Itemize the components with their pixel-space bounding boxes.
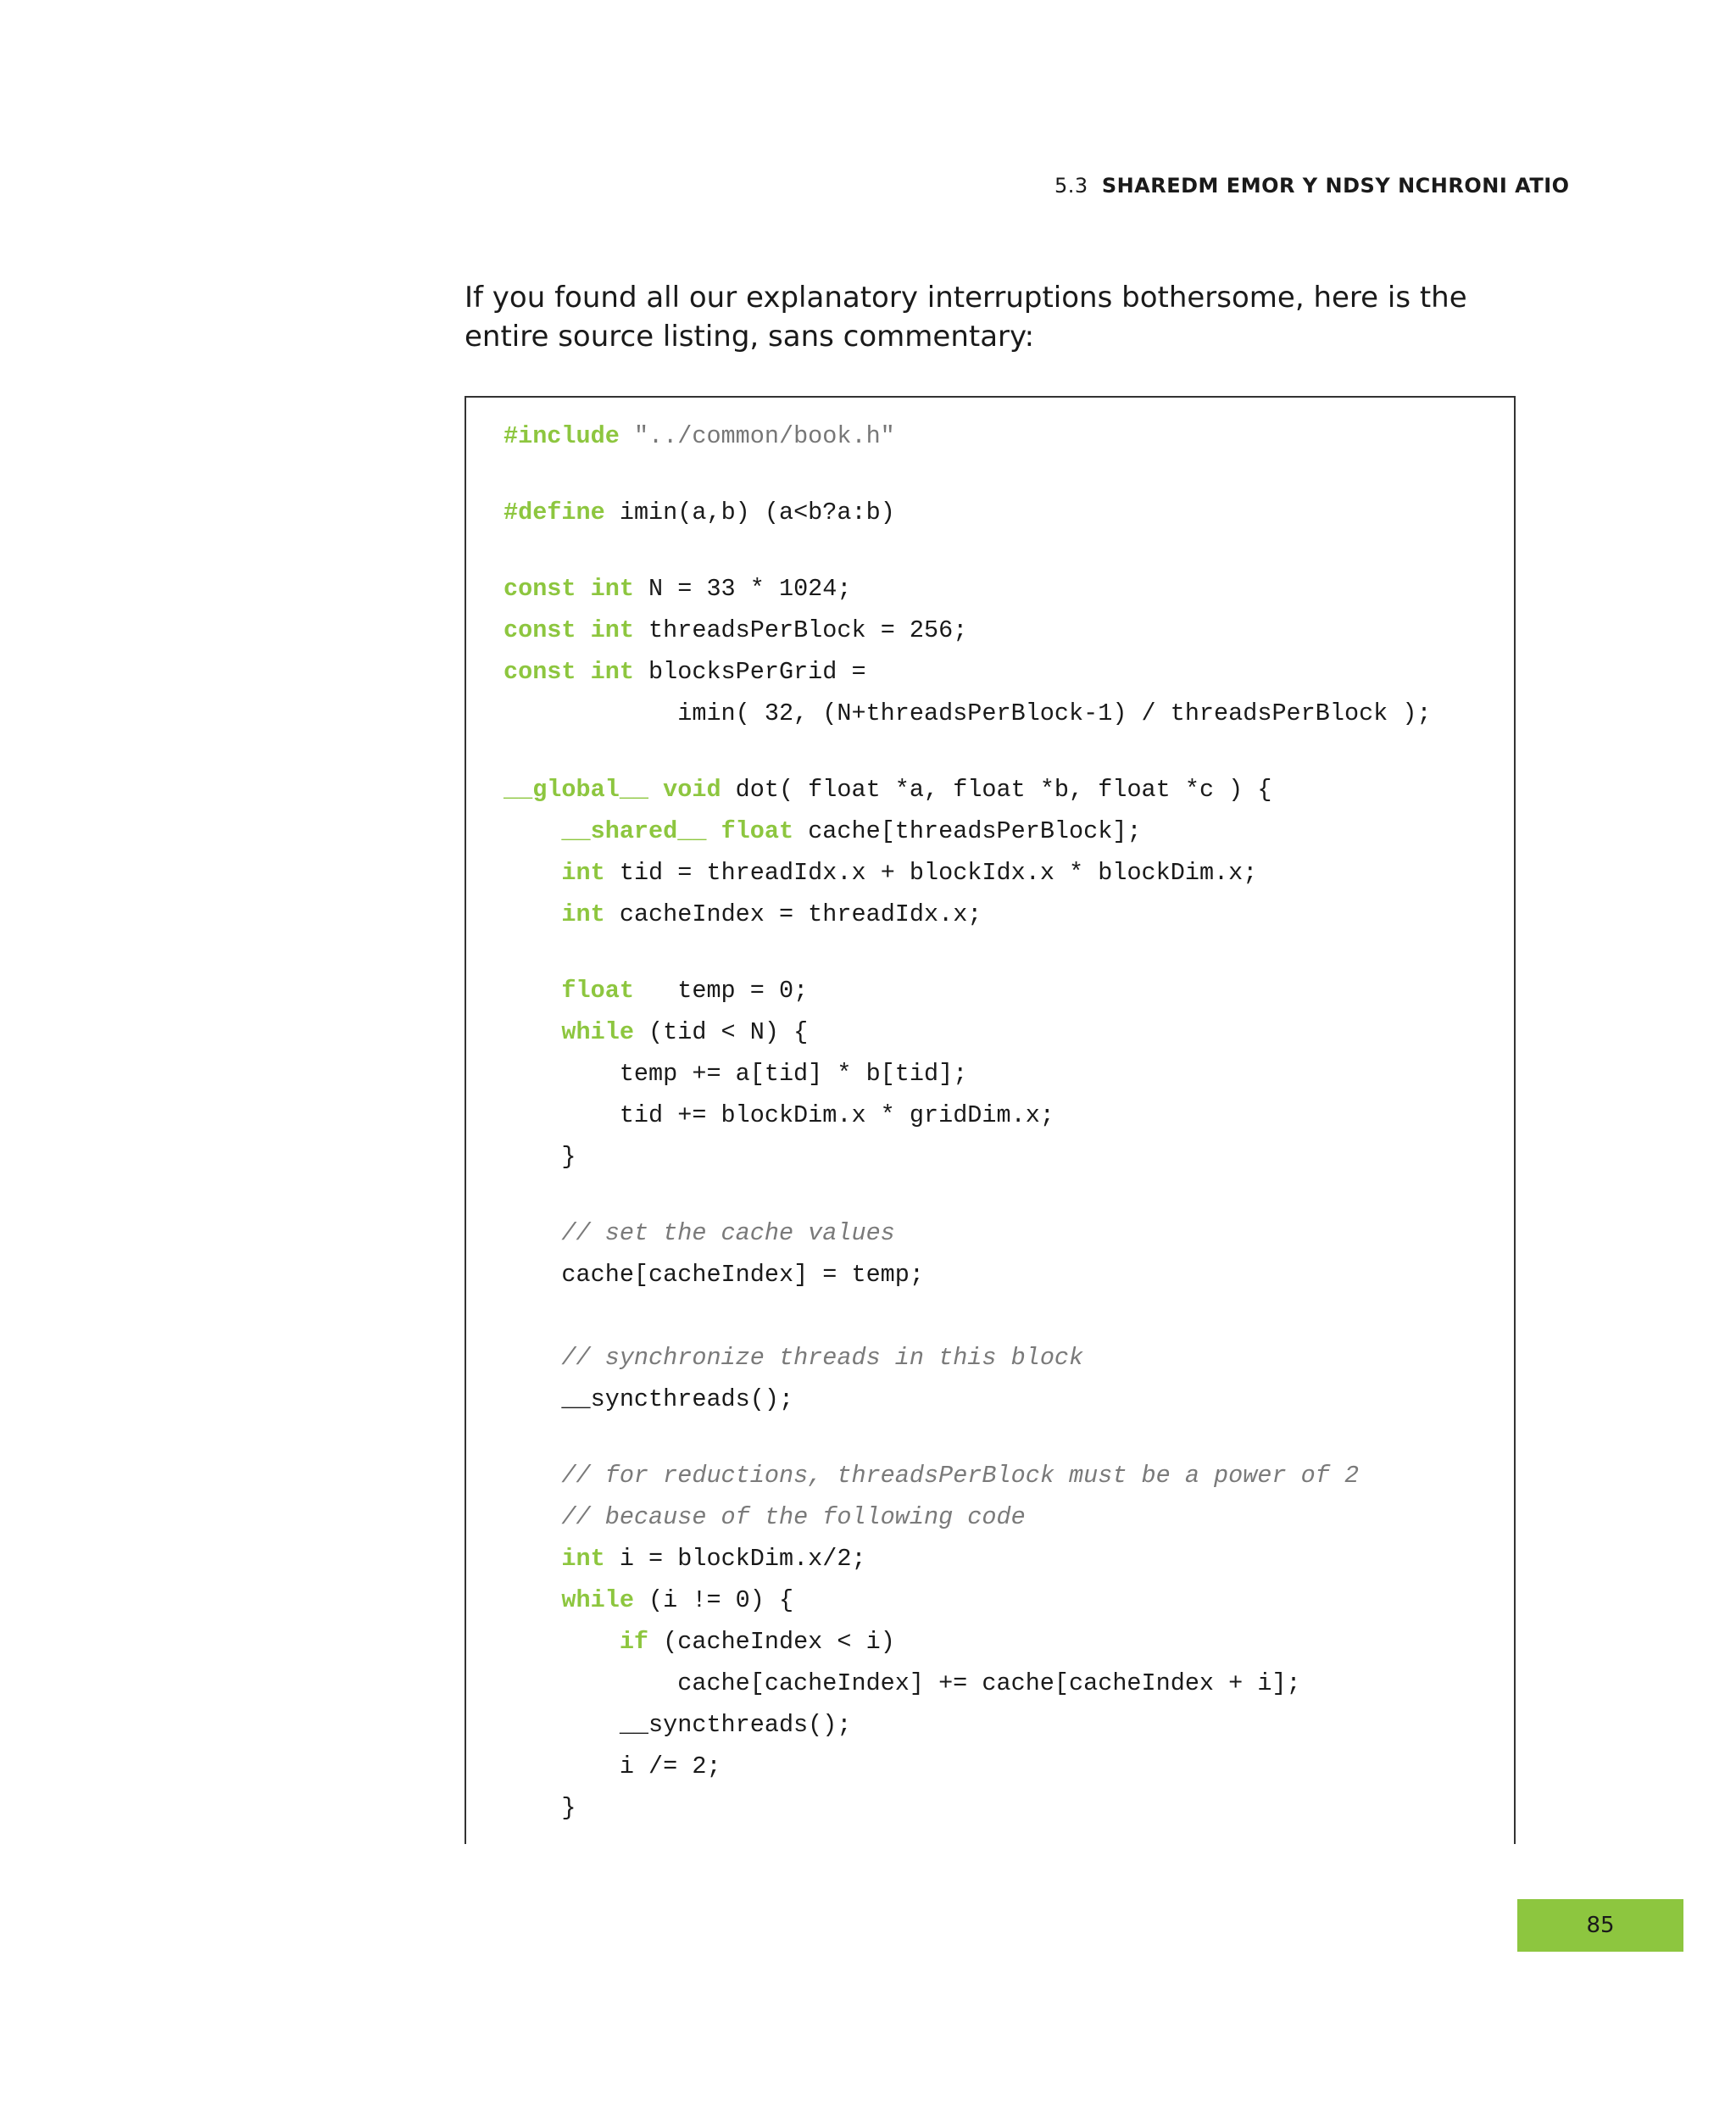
code-string: "../common/book.h" [633, 422, 895, 450]
code-text: temp += a[tid] * b[tid]; [619, 1060, 968, 1088]
code-line [504, 1053, 1432, 1095]
code-keyword: #include [504, 422, 620, 450]
code-line [504, 1212, 1432, 1254]
code-text: (tid < N) { [648, 1018, 809, 1046]
section-title: SHAREDM EMOR Y NDSY NCHRONI ATIO [1101, 174, 1570, 198]
code-line [504, 811, 1432, 852]
code-line [504, 1580, 1432, 1621]
code-keyword: if [619, 1628, 649, 1656]
intro-paragraph: If you found all our explanatory interruptions bothersome, here is the entire source listing, sans commentary: [465, 281, 1467, 354]
code-line [504, 1538, 1432, 1580]
code-keyword: const int [504, 658, 634, 686]
code-text: N = 33 * 1024; [648, 575, 852, 603]
code-keyword: float [721, 817, 794, 845]
code-line [504, 1787, 1432, 1829]
code-comment: // for reductions, threadsPerBlock must be a power of 2 [561, 1462, 1360, 1490]
code-text: __syncthreads(); [561, 1385, 794, 1413]
code-text: imin( 32, (N+threadsPerBlock-1) / threadsPerBlock ); [677, 699, 1432, 727]
code-line [504, 1746, 1432, 1787]
code-line [504, 1704, 1432, 1746]
code-text: i /= 2; [619, 1752, 721, 1780]
code-text: dot( float *a, float *b, float *c ) { [735, 776, 1272, 804]
running-head [1054, 174, 1570, 198]
code-line [504, 1455, 1432, 1496]
code-keyword: __shared__ [561, 817, 707, 845]
code-line [504, 651, 1432, 693]
code-line [504, 415, 1432, 457]
code-keyword: float [561, 977, 634, 1005]
code-text: __syncthreads(); [619, 1711, 852, 1739]
code-comment: // because of the following code [561, 1503, 1026, 1531]
code-line [504, 1337, 1432, 1379]
code-text: tid = threadIdx.x + blockIdx.x * blockDim.x; [619, 859, 1258, 887]
code-line [504, 1136, 1432, 1178]
code-line [504, 852, 1432, 894]
section-number: 5.3 [1054, 174, 1088, 198]
code-text: cache[threadsPerBlock]; [808, 817, 1142, 845]
code-line [504, 1621, 1432, 1663]
code-keyword: while [561, 1018, 634, 1046]
code-line [504, 492, 1432, 533]
code-keyword: int [561, 900, 605, 928]
code-line [504, 970, 1432, 1011]
code-text: } [561, 1794, 576, 1822]
code-text: } [561, 1143, 576, 1171]
code-keyword: __global__ [504, 776, 649, 804]
code-text: i = blockDim.x/2; [619, 1545, 866, 1573]
code-line [504, 1663, 1432, 1704]
code-keyword: #define [504, 499, 605, 526]
code-text: threadsPerBlock = 256; [648, 616, 968, 644]
code-line [504, 1254, 1432, 1295]
code-text: (i != 0) { [648, 1586, 794, 1614]
code-comment: // set the cache values [561, 1219, 895, 1247]
code-text: tid += blockDim.x * gridDim.x; [619, 1101, 1054, 1129]
code-line [504, 693, 1432, 734]
code-keyword: const int [504, 616, 634, 644]
code-keyword: while [561, 1586, 634, 1614]
code-keyword: int [561, 1545, 605, 1573]
code-keyword: const int [504, 575, 634, 603]
code-comment: // synchronize threads in this block [561, 1344, 1084, 1372]
code-line [504, 894, 1432, 935]
page-number-tab [1517, 1899, 1683, 1952]
code-line [504, 769, 1432, 811]
code-text: cache[cacheIndex] += cache[cacheIndex + i]; [677, 1669, 1301, 1697]
code-text: cache[cacheIndex] = temp; [561, 1261, 924, 1289]
code-listing [504, 415, 1432, 1829]
code-line [504, 1095, 1432, 1136]
code-text: imin(a,b) (a<b?a:b) [619, 499, 895, 526]
code-line [504, 1011, 1432, 1053]
code-line [504, 568, 1432, 610]
code-text: temp = 0; [677, 977, 809, 1005]
code-text: blocksPerGrid = [648, 658, 866, 686]
page-number: 85 [1586, 1913, 1615, 1938]
code-text: (cacheIndex < i) [663, 1628, 895, 1656]
code-line [504, 1379, 1432, 1420]
code-line [504, 610, 1432, 651]
code-line [504, 1496, 1432, 1538]
code-text: cacheIndex = threadIdx.x; [619, 900, 982, 928]
code-keyword: int [561, 859, 605, 887]
code-keyword: void [663, 776, 721, 804]
